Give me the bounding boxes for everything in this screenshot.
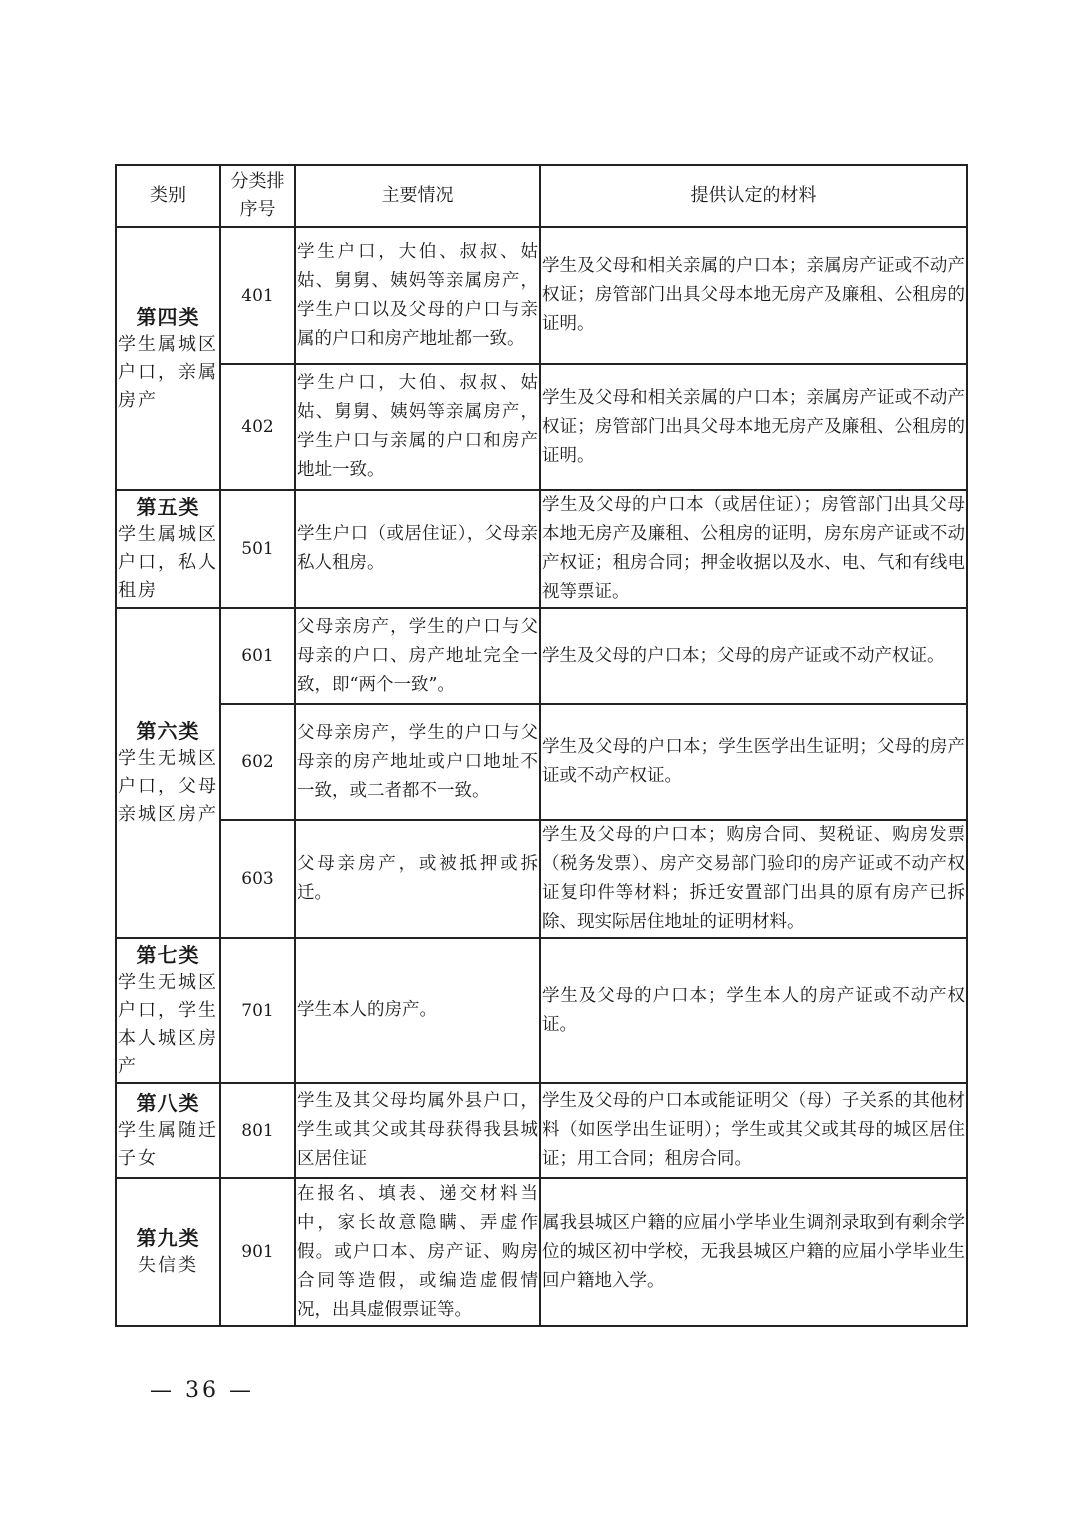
category-desc: 学生无城区户口，学生本人城区房产	[118, 971, 218, 1077]
table-row	[116, 704, 967, 820]
header-situation: 主要情况	[295, 165, 540, 227]
table-header-row	[116, 165, 967, 227]
category-cell	[116, 1083, 220, 1178]
materials-cell: 学生及父母的户口本或能证明父（母）子关系的其他材料（如医学出生证明）；学生或其父或其母的城区居住证；用工合同；租房合同。	[540, 1083, 967, 1178]
category-title: 第五类	[136, 495, 200, 519]
header-materials: 提供认定的材料	[540, 165, 967, 227]
code-cell: 601	[220, 608, 295, 704]
situation-cell: 在报名、填表、递交材料当中，家长故意隐瞒、弄虚作假。或户口本、房产证、购房合同等造假，或编造虚假情况，出具虚假票证等。	[295, 1178, 540, 1326]
category-cell	[116, 938, 220, 1083]
situation-cell: 父母亲房产，学生的户口与父母亲的房产地址或户口地址不一致，或二者都不一致。	[295, 704, 540, 820]
situation-cell: 学生本人的房产。	[295, 938, 540, 1083]
category-desc: 学生属城区户口，私人租房	[118, 524, 218, 601]
category-cell	[116, 490, 220, 608]
materials-cell: 属我县城区户籍的应届小学毕业生调剂录取到有剩余学位的城区初中学校，无我县城区户籍的应届小学毕业生回户籍地入学。	[540, 1178, 967, 1326]
code-cell: 801	[220, 1083, 295, 1178]
category-title: 第七类	[136, 942, 200, 967]
table-row	[116, 938, 967, 1083]
code-cell: 401	[220, 227, 295, 364]
situation-cell: 学生及其父母均属外县户口，学生或其父或其母获得我县城区居住证	[295, 1083, 540, 1178]
situation-cell: 学生户口，大伯、叔叔、姑姑、舅舅、姨妈等亲属房产，学生户口与亲属的户口和房产地址一致。	[295, 364, 540, 490]
code-cell: 701	[220, 938, 295, 1083]
category-cell	[116, 227, 220, 490]
materials-cell: 学生及父母的户口本（或居住证）；房管部门出具父母本地无房产及廉租、公租房的证明，房东房产证或不动产权证；租房合同；押金收据以及水、电、气和有线电视等票证。	[540, 490, 967, 608]
category-title: 第八类	[136, 1090, 200, 1115]
materials-cell: 学生及父母的户口本；学生医学出生证明；父母的房产证或不动产权证。	[540, 704, 967, 820]
situation-cell: 学生户口（或居住证），父母亲私人租房。	[295, 490, 540, 608]
materials-cell: 学生及父母和相关亲属的户口本；亲属房产证或不动产权证；房管部门出具父母本地无房产及廉租、公租房的证明。	[540, 364, 967, 490]
table-row	[116, 608, 967, 704]
category-title: 第九类	[136, 1226, 200, 1250]
materials-cell: 学生及父母的户口本；购房合同、契税证、购房发票（税务发票）、房产交易部门验印的房产证或不动产权证复印件等材料；拆迁安置部门出具的原有房产已拆除、现实际居住地址的证明材料。	[540, 820, 967, 938]
code-cell: 602	[220, 704, 295, 820]
header-category: 类别	[116, 165, 220, 227]
category-title: 第六类	[136, 719, 200, 743]
table-row	[116, 364, 967, 490]
situation-cell: 父母亲房产，学生的户口与父母亲的户口、房产地址完全一致，即“两个一致”。	[295, 608, 540, 704]
table-row	[116, 1178, 967, 1326]
category-title: 第四类	[136, 304, 200, 329]
category-cell	[116, 608, 220, 938]
category-desc: 失信类	[138, 1255, 198, 1276]
category-desc: 学生属城区户口，亲属房产	[118, 333, 218, 411]
code-cell: 901	[220, 1178, 295, 1326]
table-row	[116, 227, 967, 364]
category-desc: 学生无城区户口，父母亲城区房产	[118, 748, 218, 825]
table-row	[116, 1083, 967, 1178]
eligibility-table	[115, 164, 968, 1327]
code-cell: 402	[220, 364, 295, 490]
materials-cell: 学生及父母的户口本；学生本人的房产证或不动产权证。	[540, 938, 967, 1083]
code-cell: 603	[220, 820, 295, 938]
category-desc: 学生属随迁子女	[118, 1119, 218, 1169]
header-code: 分类排序号	[220, 165, 295, 227]
category-cell	[116, 1178, 220, 1326]
situation-cell: 学生户口，大伯、叔叔、姑姑、舅舅、姨妈等亲属房产，学生户口以及父母的户口与亲属的户口和房产地址都一致。	[295, 227, 540, 364]
situation-cell: 父母亲房产，或被抵押或拆迁。	[295, 820, 540, 938]
materials-cell: 学生及父母的户口本；父母的房产证或不动产权证。	[540, 608, 967, 704]
table-row	[116, 490, 967, 608]
table-row	[116, 820, 967, 938]
page-number: — 36 —	[150, 1378, 254, 1403]
materials-cell: 学生及父母和相关亲属的户口本；亲属房产证或不动产权证；房管部门出具父母本地无房产及廉租、公租房的证明。	[540, 227, 967, 364]
code-cell: 501	[220, 490, 295, 608]
